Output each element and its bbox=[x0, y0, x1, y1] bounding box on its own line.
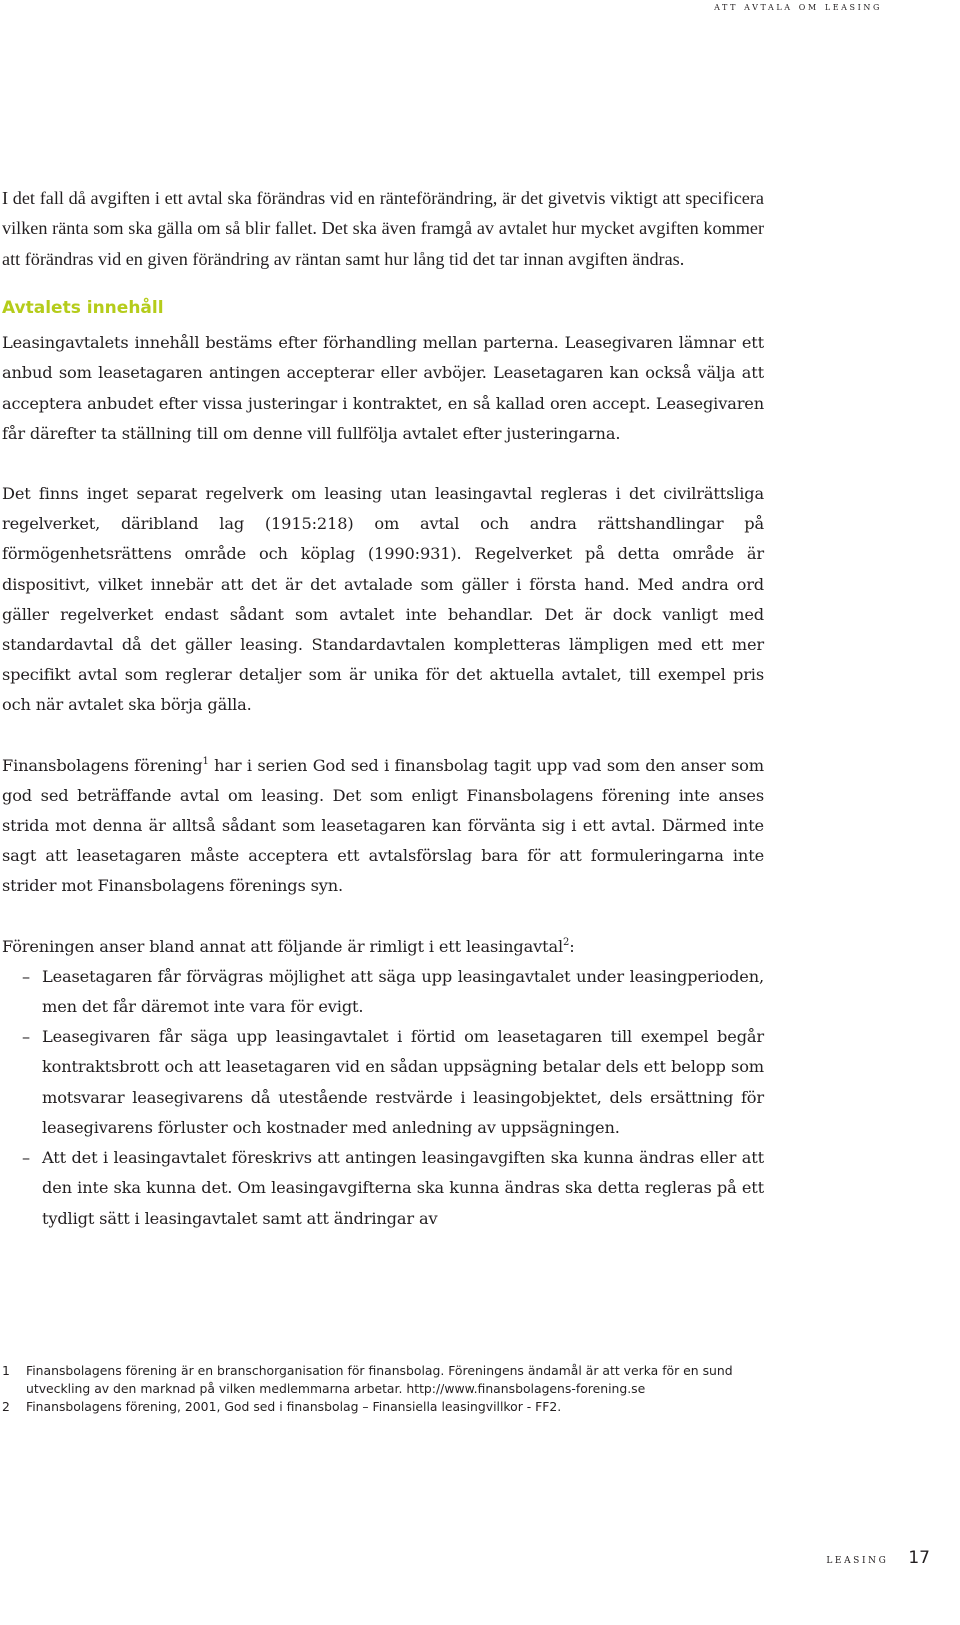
footnote-number: 2 bbox=[2, 1399, 10, 1414]
paragraph-finansbolagen bbox=[2, 751, 764, 902]
list-intro-after: : bbox=[569, 936, 575, 956]
footnote-2 bbox=[2, 1398, 762, 1416]
footnote-number: 1 bbox=[2, 1363, 10, 1378]
footnote-1 bbox=[2, 1362, 762, 1398]
list-section bbox=[2, 932, 764, 1234]
running-head: att avtala om leasing bbox=[714, 0, 882, 13]
list-item-text: Leasegivaren får säga upp leasingavtalet i förtid om leasetagaren till exempel begår kontraktsbrott och att leasetagaren vid en sådan uppsägning betalar dels ett belopp som motsvarar leasegivarens då utestående restvärde i leasingobjektet, dels ersättning för leasegivarens förluster och kostnader med anledning av uppsägningen. bbox=[42, 1027, 764, 1137]
list-item bbox=[2, 1143, 764, 1234]
list-item bbox=[2, 962, 764, 1022]
list-intro-before: Föreningen anser bland annat att följande är rimligt i ett leasingavtal bbox=[2, 936, 564, 956]
footer-label: leasing bbox=[826, 1552, 889, 1567]
section-heading: Avtalets innehåll bbox=[2, 298, 164, 319]
list-item bbox=[2, 1022, 764, 1143]
page-number: 17 bbox=[908, 1548, 930, 1568]
list-item-text: Att det i leasingavtalet föreskrivs att antingen leasingavgiften ska kunna ändras eller att den inte ska kunna det. Om leasingavgifterna ska kunna ändras ska detta regleras på ett tydligt sätt i leasingavtalet samt att ändringar av bbox=[42, 1148, 764, 1228]
paragraph-fn-after: har i serien God sed i finansbolag tagit upp vad som den anser som god sed beträffande avtal om leasing. Det som enligt Finansbolagens förening inte anses strida mot denna är alltså sådant som leasetagaren kan förvänta sig i ett avtal. Därmed inte sagt att leasetagaren måste acceptera ett avtalsförslag bara för att formuleringarna inte strider mot Finansbolagens förenings syn. bbox=[2, 755, 764, 896]
list-intro bbox=[2, 932, 764, 962]
paragraph-contract-content: Leasingavtalets innehåll bestäms efter förhandling mellan parterna. Leasegivaren lämnar ett anbud som leasetagaren antingen accepterar eller avböjer. Leasetagaren kan också välja att acceptera anbudet efter vissa justeringar i kontraktet, en så kallad oren accept. Leasegivaren får därefter ta ställning till om denne vill fullfölja avtalet efter justeringarna. bbox=[2, 333, 764, 443]
footnotes bbox=[2, 1362, 762, 1416]
paragraph-regulation: Det finns inget separat regelverk om leasing utan leasingavtal regleras i det civilrättsliga regelverket, däribland lag (1915:218) om avtal och andra rättshandlingar på förmögenhetsrättens område och köplag (1990:931). Regelverket på detta område är dispositivt, vilket innebär att det är det avtalade som gäller i första hand. Med andra ord gäller regelverket endast sådant som avtalet inte behandlar. Det är dock vanligt med standardavtal då det gäller leasing. Standardavtalen kompletteras lämpligen med ett mer specifikt avtal som reglerar detaljer som är unika för det aktuella avtalet, till exempel pris och när avtalet ska börja gälla. bbox=[2, 484, 764, 715]
footnote-ref-2: 2 bbox=[563, 936, 570, 948]
list-item-text: Leasetagaren får förvägras möjlighet att säga upp leasingavtalet under leasingperioden, men det får däremot inte vara för evigt. bbox=[42, 966, 764, 1017]
page-footer bbox=[826, 1548, 930, 1568]
paragraph-fn-before: Finansbolagens förening bbox=[2, 755, 203, 775]
page-content bbox=[2, 183, 764, 1234]
dash-bullet: – bbox=[22, 1027, 30, 1047]
dash-bullet: – bbox=[22, 1148, 30, 1168]
footnote-text: Finansbolagens förening, 2001, God sed i finansbolag – Finansiella leasingvillkor - FF2. bbox=[26, 1399, 562, 1414]
dash-bullet: – bbox=[22, 966, 30, 986]
footnote-text: Finansbolagens förening är en branschorganisation för finansbolag. Föreningens ändamål är att verka för en sund utveckling av den marknad på vilken medlemmarna arbetar. http://www.finansbolagens-forening.se bbox=[26, 1363, 733, 1396]
footnote-ref-1: 1 bbox=[202, 755, 209, 767]
dash-list bbox=[2, 962, 764, 1234]
intro-paragraph: I det fall då avgiften i ett avtal ska förändras vid en ränteförändring, är det givetvis viktigt att specificera vilken ränta som ska gälla om så blir fallet. Det ska även framgå av avtalet hur mycket avgiften kommer att förändras vid en given förändring av räntan samt hur lång tid det tar innan avgiften ändras. bbox=[2, 188, 764, 269]
